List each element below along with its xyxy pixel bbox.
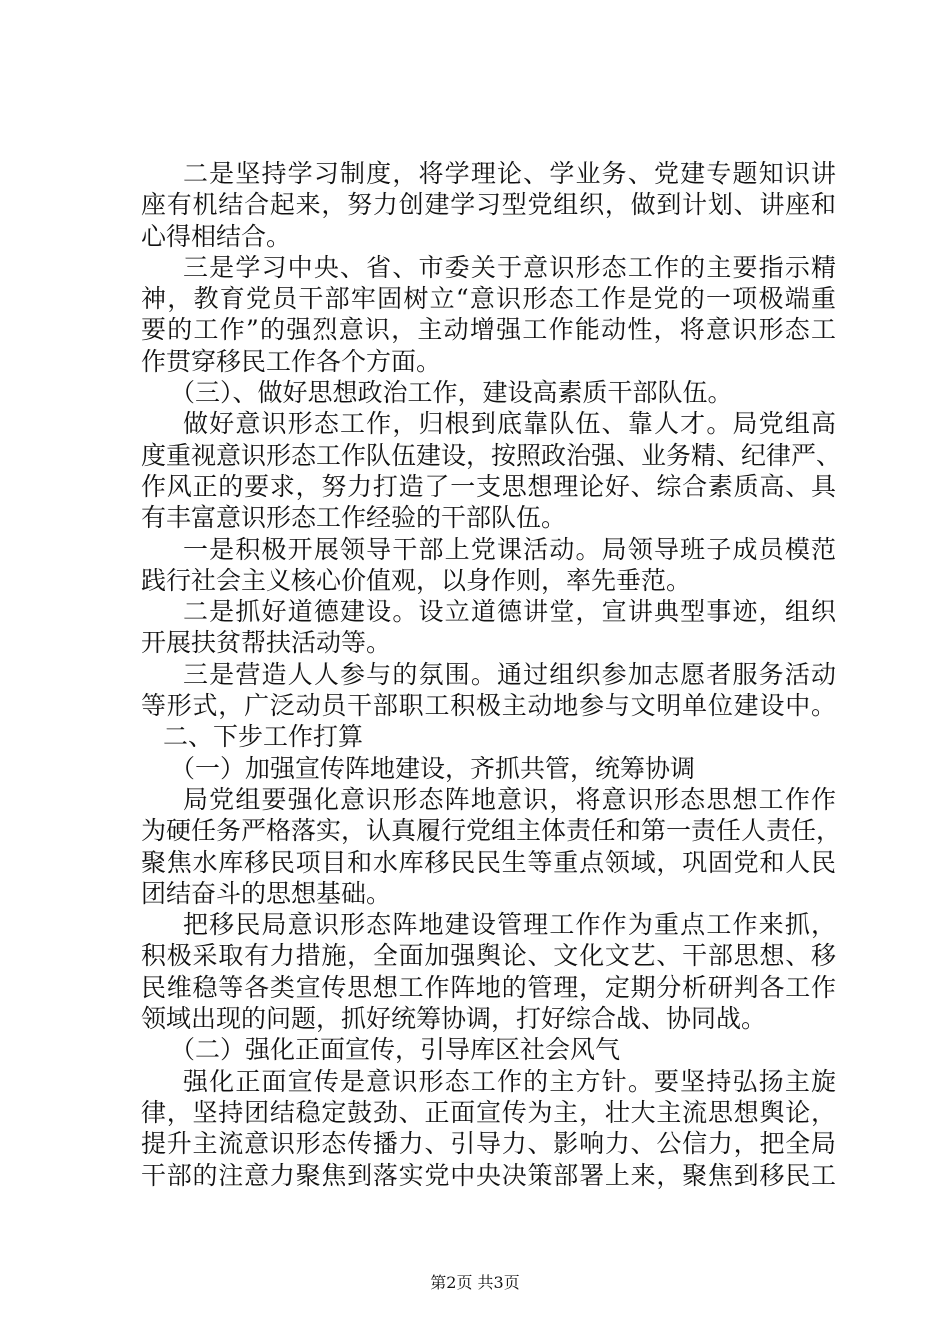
page-footer: 第2页 共3页	[430, 1273, 520, 1292]
text-line: 等形式，广泛动员干部职工积极主动地参与文明单位建设中。	[141, 691, 836, 721]
text-line: 二是坚持学习制度，将学理论、学业务、党建专题知识讲	[183, 159, 836, 188]
text-line: 三是学习中央、省、市委关于意识形态工作的主要指示精	[183, 252, 836, 282]
text-line: 干部的注意力聚焦到落实党中央决策部署上来，聚焦到移民工	[141, 1160, 836, 1190]
text-line: 开展扶贫帮扶活动等。	[141, 628, 392, 658]
text-line: 神，教育党员干部牢固树立“意识形态工作是党的一项极端重	[141, 284, 836, 314]
text-line: 二、下步工作打算	[163, 722, 364, 752]
document-body	[141, 158, 842, 1191]
text-line: 践行社会主义核心价值观，以身作则，率先垂范。	[141, 565, 692, 595]
text-line: 聚焦水库移民项目和水库移民民生等重点领域，巩固党和人民	[141, 847, 836, 877]
text-line: （一）加强宣传阵地建设，齐抓共管，统筹协调	[170, 753, 696, 783]
text-line: 做好意识形态工作，归根到底靠队伍、靠人才。局党组高	[183, 409, 836, 439]
text-line: 度重视意识形态工作队伍建设，按照政治强、业务精、纪律严、	[141, 440, 842, 470]
text-line: 一是积极开展领导干部上党课活动。局领导班子成员模范	[183, 534, 836, 564]
text-line: 作贯穿移民工作各个方面。	[141, 346, 442, 376]
text-line: （三）、做好思想政治工作，建设高素质干部队伍。	[170, 378, 733, 408]
text-line: （二）强化正面宣传，引导库区社会风气	[170, 1035, 621, 1065]
text-line: 为硬任务严格落实，认真履行党组主体责任和第一责任人责任，	[141, 816, 842, 846]
text-line: 民维稳等各类宣传思想工作阵地的管理，定期分析研判各工作	[141, 972, 836, 1002]
text-line: 二是抓好道德建设。设立道德讲堂，宣讲典型事迹，组织	[183, 597, 836, 627]
text-line: 积极采取有力措施，全面加强舆论、文化文艺、干部思想、移	[141, 941, 836, 971]
text-line: 强化正面宣传是意识形态工作的主方针。要坚持弘扬主旋	[183, 1066, 836, 1096]
text-line: 提升主流意识形态传播力、引导力、影响力、公信力，把全局	[141, 1129, 836, 1159]
text-line: 要的工作”的强烈意识，主动增强工作能动性，将意识形态工	[141, 315, 836, 345]
text-line: 领域出现的问题，抓好统筹协调，打好综合战、协同战。	[141, 1004, 767, 1034]
text-line: 团结奋斗的思想基础。	[141, 878, 392, 908]
text-line: 有丰富意识形态工作经验的干部队伍。	[141, 503, 567, 533]
text-line: 心得相结合。	[141, 221, 292, 251]
text-line: 局党组要强化意识形态阵地意识，将意识形态思想工作作	[183, 784, 836, 814]
text-line: 作风正的要求，努力打造了一支思想理论好、综合素质高、具	[141, 471, 836, 501]
text-line: 三是营造人人参与的氛围。通过组织参加志愿者服务活动	[183, 659, 836, 689]
text-line: 座有机结合起来，努力创建学习型党组织，做到计划、讲座和	[141, 190, 836, 220]
text-line: 把移民局意识形态阵地建设管理工作作为重点工作来抓，	[183, 910, 836, 940]
text-line: 律，坚持团结稳定鼓劲、正面宣传为主，壮大主流思想舆论，	[141, 1097, 836, 1127]
